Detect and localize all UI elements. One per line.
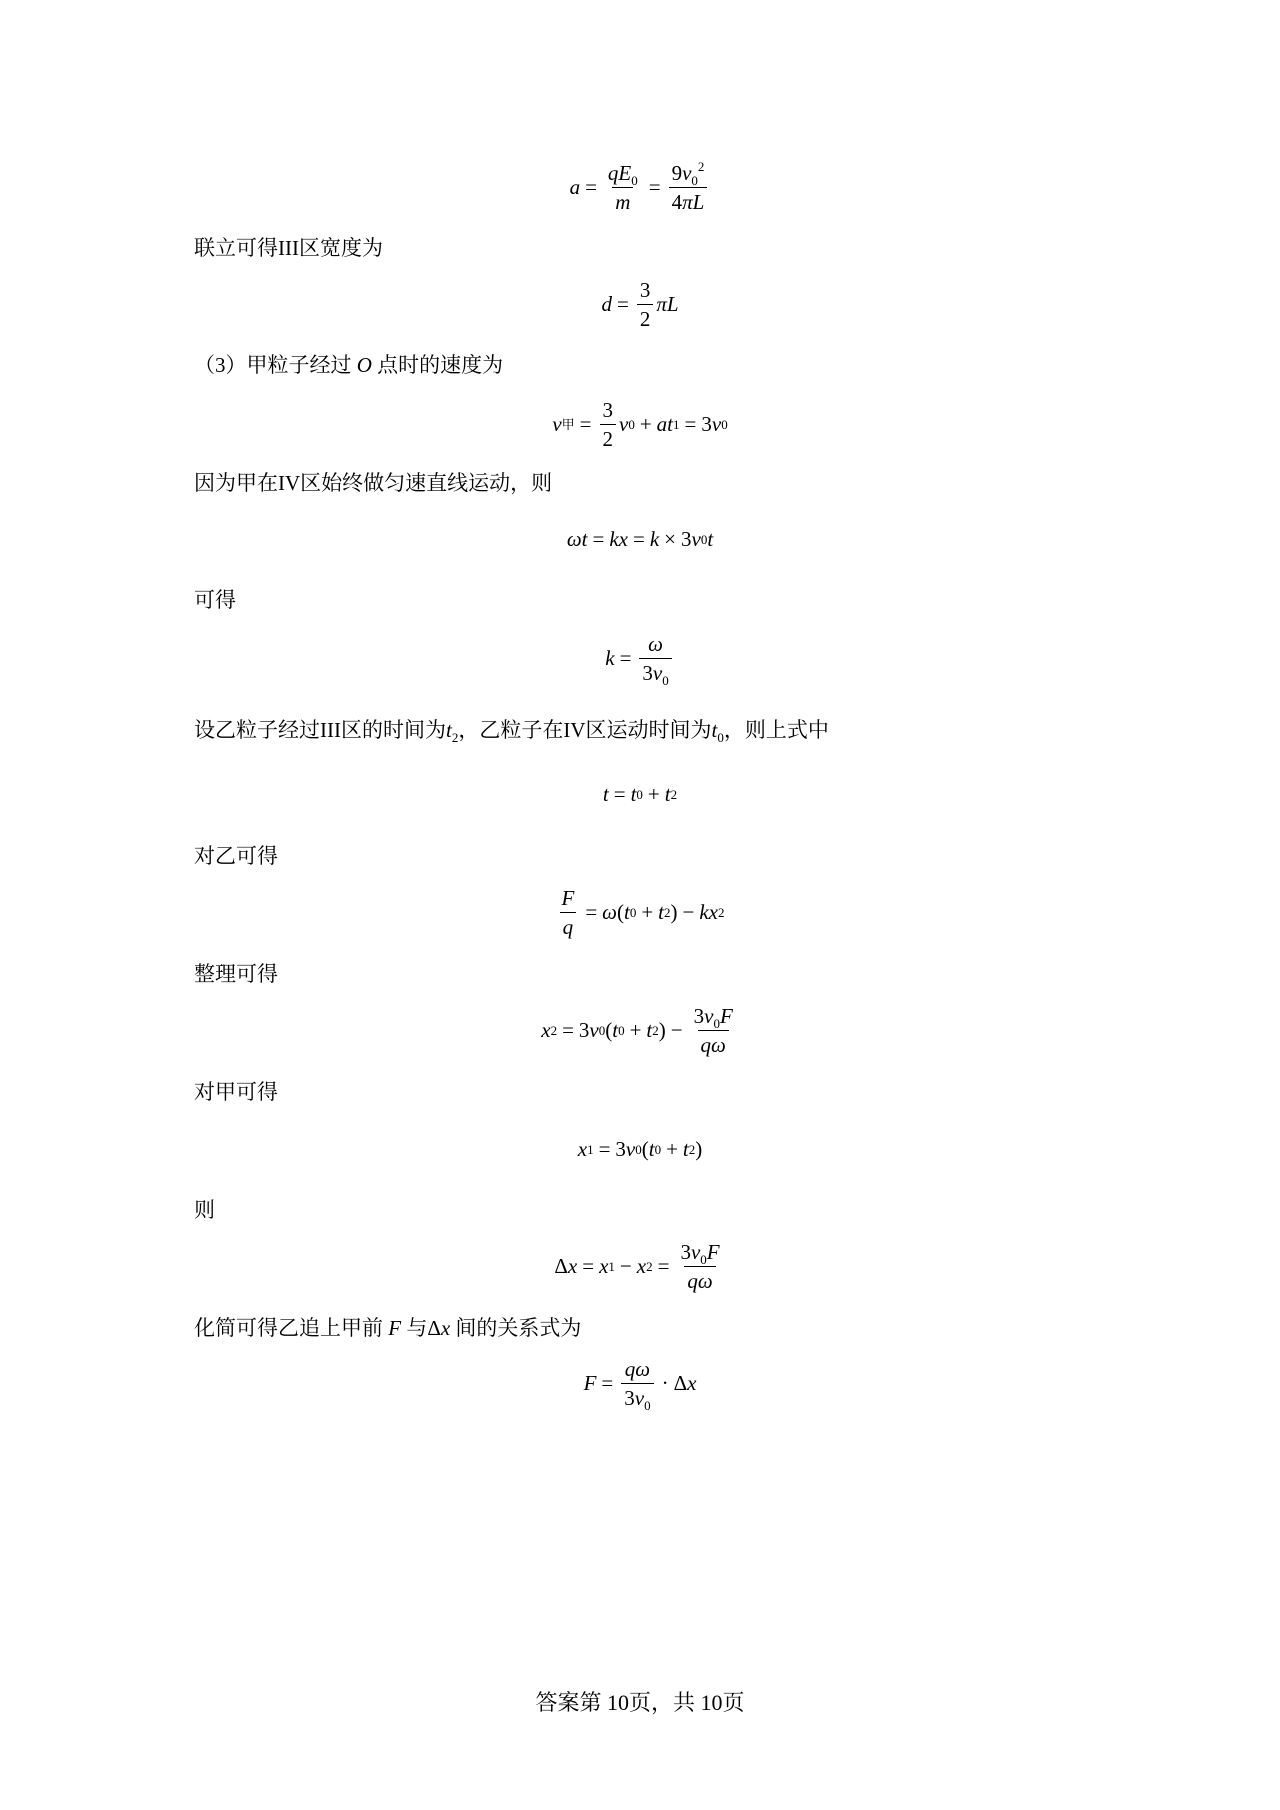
equation-delta-x: Δ x = x 1 − x 2 = $\frac{3v_0F}{q\omega}$ xyxy=(554,1240,720,1293)
equation-velocity: v 甲 = $\frac{3}{2}$ v 0 + at 1 = 3 v 0 xyxy=(552,398,728,451)
text-line: 联立可得III区宽度为 xyxy=(194,236,383,260)
text-line: （3）甲粒子经过 O 点时的速度为 xyxy=(194,353,504,377)
equation-acceleration: a = $\frac{qE_0}{m}$ = $\frac{9v_0^2}{4\pi L}$ xyxy=(0,161,1280,214)
text-line: 对甲可得 xyxy=(194,1080,278,1104)
text-line: 对乙可得 xyxy=(194,844,278,868)
equation-k: k = $\frac{\omega}{3v_0}$ xyxy=(0,632,1280,685)
text-line: 整理可得 xyxy=(194,962,278,986)
equation-omega-t: ωt = kx = k × 3 v 0 t xyxy=(566,527,714,551)
page-footer: 答案第 10页，共 10页 xyxy=(535,1690,745,1715)
text-line: 设乙粒子经过III区的时间为$t_2$，乙粒子在IV区运动时间为$t_0$，则上式中 xyxy=(194,718,829,745)
equation-t: t = t 0 + t 2 xyxy=(602,782,678,806)
equation-b-particle: $\frac{F}{q}$ = ω ( t 0 + t 2 ) − kx 2 xyxy=(561,886,725,939)
text-line: 则 xyxy=(194,1198,215,1222)
equation-x1: x 1 = 3 v 0 ( t 0 + t 2 ) xyxy=(577,1137,703,1161)
text-line: 可得 xyxy=(194,588,236,612)
equation-x2: x 2 = 3 v 0 ( t 0 + t 2 ) − $\frac{3v_0F}{q\omega}$ xyxy=(541,1004,733,1057)
text-line: 因为甲在IV区始终做匀速直线运动，则 xyxy=(194,471,553,495)
equation-final: F = $\frac{q\omega}{3v_0}$ · Δ x xyxy=(583,1357,697,1413)
text-line: 化简可得乙追上甲前 F 与Δx 间的关系式为 xyxy=(194,1316,582,1340)
equation-width: d = $\frac{3}{2}$ πL xyxy=(601,278,679,331)
